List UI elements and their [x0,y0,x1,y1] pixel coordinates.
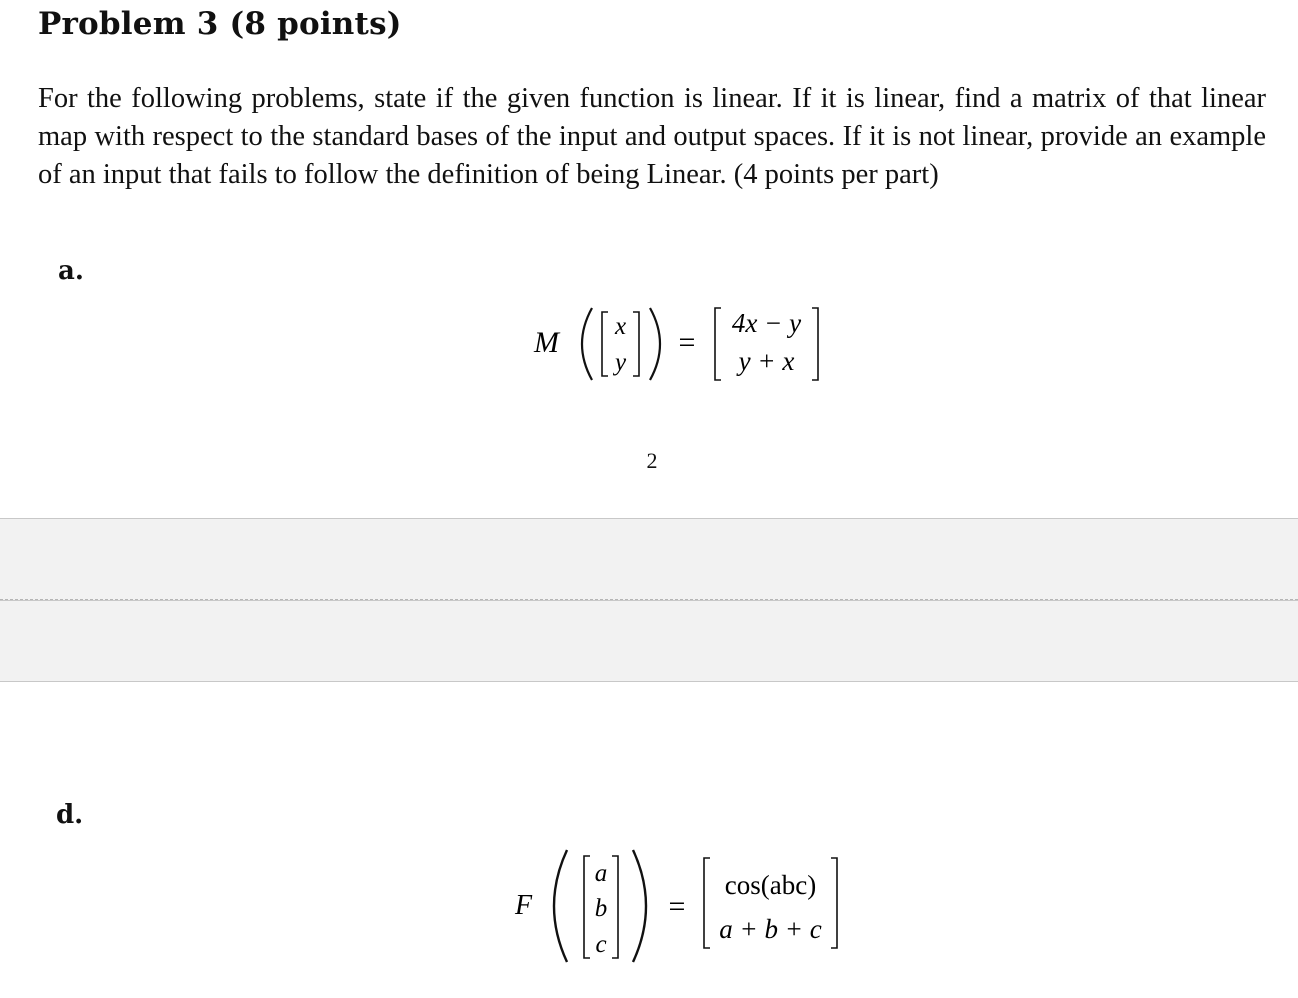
part-d-label: d. [56,800,84,830]
part-a-input-entry: y [614,349,627,376]
part-a-label: a. [58,256,84,286]
part-d-left-paren [554,850,567,962]
part-d-output-left-bracket [704,858,710,948]
part-d-input-entry: b [594,895,608,922]
page-break-gap [0,600,1298,682]
part-a-output-left-bracket [715,308,721,380]
page-3 [0,682,1298,998]
part-d-output-right-bracket [831,858,837,948]
page-break-gap [0,518,1298,600]
problem-instructions: For the following problems, state if the given function is linear. If it is linear, find a matrix of that linear map with respect to the standard bases of the input and output spaces. If it is not linear, provide an example of an input that fails to follow the definition of being Linear. (4 points per part) [38,83,1266,190]
part-a-output-right-bracket [812,308,818,380]
part-d-equals-sign: = [668,890,686,923]
part-d-function-name: F [515,890,533,921]
part-a-input-right-bracket [633,312,639,376]
part-a-right-paren [650,308,660,380]
part-d-input-left-bracket [584,856,590,958]
part-d-input-entry: a [594,860,608,887]
part-d-equation [505,844,855,970]
part-a-input-entry: x [614,313,627,340]
part-a-left-paren [582,308,592,380]
part-d-output-entry: a + b + c [719,914,822,944]
part-d-right-paren [633,850,646,962]
part-a-equation [520,300,840,390]
part-a-output-entry: 4x − y [731,308,802,338]
page-number: 2 [646,448,658,473]
part-a-equals-sign: = [678,326,696,359]
part-d-input-entry: c [595,931,607,958]
problem-title: Problem 3 (8 points) [38,6,402,42]
part-a-output-entry: y + x [738,346,795,376]
part-a-input-left-bracket [602,312,608,376]
part-d-input-right-bracket [612,856,618,958]
part-a-function-name: M [534,326,559,359]
part-d-output-entry: cos(abc) [724,870,817,900]
